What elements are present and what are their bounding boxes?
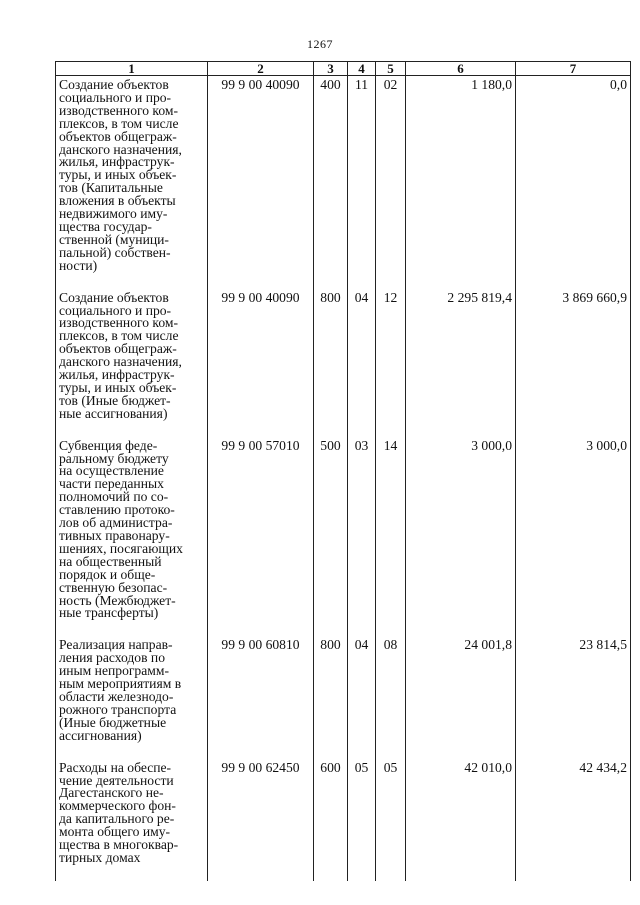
column-header-7: 7 [516, 62, 631, 76]
name-line: Создание объектов [59, 289, 169, 305]
name-line: чение деятельности [59, 772, 174, 788]
name-line: тов (Иные бюджет- [59, 392, 171, 408]
cell-name [56, 289, 208, 437]
name-line: туры, и иных объек- [59, 167, 177, 183]
name-line: жилья, инфраструк- [59, 154, 175, 170]
budget-table [55, 61, 631, 881]
table-header [56, 62, 631, 76]
cell-code: 99 9 00 62450 [208, 759, 314, 881]
column-header-4: 4 [348, 62, 376, 76]
name-line: ральному бюджету [59, 450, 169, 466]
name-line: шениях, посягающих [59, 540, 183, 556]
name-line: части переданных [59, 476, 164, 492]
name-line: социального и про- [59, 302, 172, 318]
cell-col-5: 12 [376, 289, 406, 437]
name-line: ности) [59, 257, 98, 273]
name-line: щества в многоквар- [59, 837, 179, 853]
header-row [56, 62, 631, 76]
name-line: на осуществление [59, 463, 164, 479]
page-number: 1267 [307, 37, 333, 51]
cell-col-4: 05 [348, 759, 376, 881]
name-line: тов (Капитальные [59, 180, 163, 196]
cell-code: 99 9 00 60810 [208, 636, 314, 758]
name-line: иным непрограмм- [59, 663, 169, 679]
cell-name [56, 636, 208, 758]
name-line: тивных правонару- [59, 528, 170, 543]
cell-col-5: 02 [376, 76, 406, 289]
name-line: порядок и обще- [59, 566, 156, 582]
cell-col-5: 14 [376, 437, 406, 637]
name-line: ные ассигнования) [59, 405, 168, 421]
cell-amount-7: 42 434,2 [516, 759, 631, 881]
cell-name [56, 437, 208, 637]
cell-amount-7: 3 000,0 [516, 437, 631, 637]
name-line: данского назначения, [59, 354, 182, 370]
cell-col-4: 04 [348, 289, 376, 437]
cell-amount-6: 2 295 819,4 [406, 289, 516, 437]
name-line: коммерческого фон- [59, 798, 176, 814]
name-line: на общественный [59, 553, 162, 569]
name-line: данского назначения, [59, 141, 182, 157]
cell-amount-7: 0,0 [516, 76, 631, 289]
cell-col-5: 08 [376, 636, 406, 758]
name-line: вложения в объекты [59, 193, 176, 209]
name-line: (Иные бюджетные [59, 714, 167, 730]
cell-code: 99 9 00 57010 [208, 437, 314, 637]
cell-col-3: 800 [314, 636, 348, 758]
name-line: ным мероприятиям в [59, 676, 182, 692]
name-line: полномочий по со- [59, 489, 169, 505]
name-line: Расходы на обеспе- [59, 759, 172, 775]
cell-name [56, 759, 208, 881]
name-line: области железнодо- [59, 688, 174, 704]
name-line: ассигнования) [59, 727, 142, 743]
name-line: рожного транспорта [59, 701, 177, 717]
cell-col-4: 03 [348, 437, 376, 637]
name-line: объектов общеграж- [59, 341, 177, 357]
cell-amount-6: 1 180,0 [406, 76, 516, 289]
cell-amount-6: 3 000,0 [406, 437, 516, 637]
name-line: ные трансферты) [59, 605, 159, 621]
name-line: щества государ- [59, 218, 152, 234]
column-header-5: 5 [376, 62, 406, 76]
name-line: ность (Межбюджет- [59, 592, 176, 608]
table-row [56, 759, 631, 881]
column-header-2: 2 [208, 62, 314, 76]
column-header-1: 1 [56, 62, 208, 76]
name-line: плексов, в том числе [59, 115, 179, 131]
name-line: туры, и иных объек- [59, 379, 177, 395]
cell-col-3: 600 [314, 759, 348, 881]
table-row [56, 636, 631, 758]
cell-name [56, 76, 208, 289]
name-line: плексов, в том числе [59, 328, 179, 344]
table-row [56, 437, 631, 637]
cell-col-3: 400 [314, 76, 348, 289]
cell-col-5: 05 [376, 759, 406, 881]
cell-code: 99 9 00 40090 [208, 76, 314, 289]
cell-col-3: 500 [314, 437, 348, 637]
name-line: ставлению протоко- [59, 502, 175, 518]
name-line: социального и про- [59, 89, 172, 105]
column-header-3: 3 [314, 62, 348, 76]
name-line: ственной (муници- [59, 231, 169, 247]
name-line: изводственного ком- [59, 315, 178, 331]
name-line: пальной) собствен- [59, 244, 171, 260]
name-line: Субвенция феде- [59, 437, 158, 453]
name-line: объектов общеграж- [59, 128, 177, 144]
cell-amount-6: 24 001,8 [406, 636, 516, 758]
name-line: недвижимого иму- [59, 206, 168, 222]
table-row [56, 289, 631, 437]
cell-code: 99 9 00 40090 [208, 289, 314, 437]
column-header-6: 6 [406, 62, 516, 76]
name-line: изводственного ком- [59, 102, 178, 118]
name-line: монта общего иму- [59, 824, 171, 840]
name-line: ления расходов по [59, 650, 165, 666]
name-line: ственную безопас- [59, 579, 168, 595]
table-body [56, 76, 631, 881]
name-line: Создание объектов [59, 77, 169, 92]
name-line: тирных домах [59, 849, 141, 865]
name-line: Дагестанского не- [59, 785, 164, 801]
cell-col-4: 11 [348, 76, 376, 289]
cell-amount-7: 3 869 660,9 [516, 289, 631, 437]
name-line: лов об администра- [59, 515, 173, 531]
cell-amount-6: 42 010,0 [406, 759, 516, 881]
name-line: жилья, инфраструк- [59, 367, 175, 383]
name-line: Реализация направ- [59, 637, 173, 653]
cell-col-4: 04 [348, 636, 376, 758]
table-row [56, 76, 631, 289]
name-line: да капитального ре- [59, 811, 175, 827]
cell-amount-7: 23 814,5 [516, 636, 631, 758]
cell-col-3: 800 [314, 289, 348, 437]
